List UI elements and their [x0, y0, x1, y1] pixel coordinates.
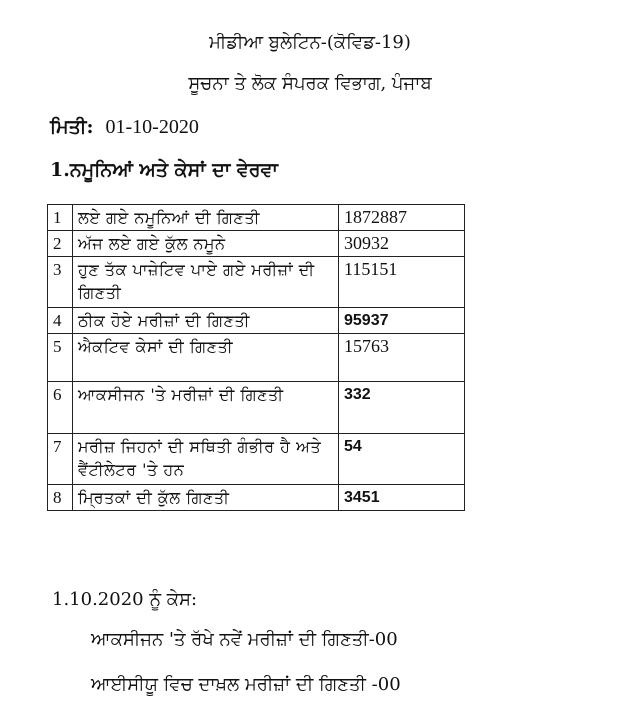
bulletin-title: ਮੀਡੀਆ ਬੁਲੇਟਿਨ-(ਕੋਵਿਡ-19) — [209, 32, 411, 53]
table-row — [48, 308, 465, 334]
row-label: ਮਰੀਜ਼ ਜਿਹਨਾਂ ਦੀ ਸਥਿਤੀ ਗੰਭੀਰ ਹੈ ਅਤੇ ਵੈਂਟੀਲੇਟਰ 'ਤੇ ਹਨ — [73, 434, 339, 485]
row-number: 2 — [48, 231, 73, 257]
date-value: 01-10-2020 — [105, 116, 199, 138]
row-label: ਐਕਟਿਵ ਕੇਸਾਂ ਦੀ ਗਿਣਤੀ — [73, 334, 339, 382]
row-value: 30932 — [339, 231, 465, 257]
row-label: ਮ੍ਰਿਤਕਾਂ ਦੀ ਕੁੱਲ ਗਿਣਤੀ — [73, 485, 339, 511]
table-row — [48, 231, 465, 257]
row-number: 1 — [48, 205, 73, 231]
row-number: 7 — [48, 434, 73, 485]
table-row — [48, 485, 465, 511]
cases-heading: 1.10.2020 ਨੂੰ ਕੇਸ: — [52, 589, 198, 610]
row-number: 6 — [48, 382, 73, 434]
row-value: 15763 — [339, 334, 465, 382]
row-label: ਲਏ ਗਏ ਨਮੂਨਿਆਂ ਦੀ ਗਿਣਤੀ — [73, 205, 339, 231]
department-name: ਸੂਚਨਾ ਤੇ ਲੋਕ ਸੰਪਰਕ ਵਿਭਾਗ, ਪੰਜਾਬ — [188, 73, 432, 94]
date-label: ਮਿਤੀ: — [50, 116, 94, 138]
row-label: ਅੱਜ ਲਏ ਗਏ ਕੁੱਲ ਨਮੂਨੇ — [73, 231, 339, 257]
row-number: 3 — [48, 257, 73, 308]
row-label: ਹੁਣ ਤੱਕ ਪਾਜ਼ੇਟਿਵ ਪਾਏ ਗਏ ਮਰੀਜ਼ਾਂ ਦੀ ਗਿਣਤੀ — [73, 257, 339, 308]
row-value: 3451 — [339, 485, 465, 511]
row-number: 4 — [48, 308, 73, 334]
table-row — [48, 257, 465, 308]
row-label: ਠੀਕ ਹੋਏ ਮਰੀਜ਼ਾਂ ਦੀ ਗਿਣਤੀ — [73, 308, 339, 334]
row-label: ਆਕਸੀਜਨ 'ਤੇ ਮਰੀਜ਼ਾਂ ਦੀ ਗਿਣਤੀ — [73, 382, 339, 434]
row-value: 54 — [339, 434, 465, 485]
stats-table — [47, 204, 465, 511]
date-line — [50, 116, 199, 139]
table-row — [48, 434, 465, 485]
oxygen-cases-line: ਆਕਸੀਜਨ 'ਤੇ ਰੱਖੇ ਨਵੇਂ ਮਰੀਜ਼ਾਂ ਦੀ ਗਿਣਤੀ-00 — [91, 629, 398, 650]
section-heading: 1.ਨਮੂਨਿਆਂ ਅਤੇ ਕੇਸਾਂ ਦਾ ਵੇਰਵਾ — [50, 159, 278, 181]
row-number: 5 — [48, 334, 73, 382]
row-value: 115151 — [339, 257, 465, 308]
table-row — [48, 334, 465, 382]
row-value: 1872887 — [339, 205, 465, 231]
icu-cases-line: ਆਈਸੀਯੂ ਵਿਚ ਦਾਖ਼ਲ ਮਰੀਜ਼ਾਂ ਦੀ ਗਿਣਤੀ -00 — [91, 674, 401, 695]
table-row — [48, 382, 465, 434]
table-row — [48, 205, 465, 231]
row-value: 95937 — [339, 308, 465, 334]
row-value: 332 — [339, 382, 465, 434]
row-number: 8 — [48, 485, 73, 511]
